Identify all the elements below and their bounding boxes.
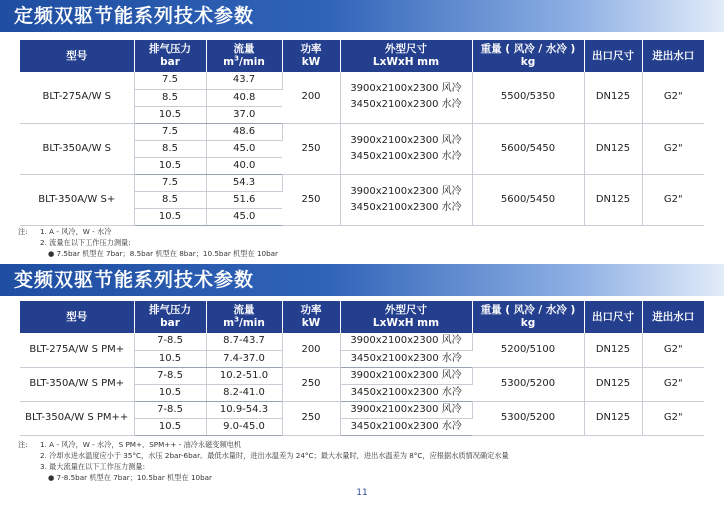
power-cell: 250: [282, 401, 340, 435]
outlet-cell: DN125: [584, 333, 642, 367]
page-number: 11: [356, 488, 368, 498]
header-outlet: 出口尺寸: [584, 40, 642, 72]
flow-cell: 8.2-41.0: [206, 384, 282, 401]
outlet-cell: DN125: [584, 401, 642, 435]
flow-cell: 37.0: [206, 106, 282, 123]
section-title-fixed-speed: 定频双驱节能系列技术参数: [0, 0, 724, 32]
header-water: 进出水口: [642, 40, 704, 72]
notes-fixed-speed: [18, 226, 708, 259]
power-cell: 250: [282, 123, 340, 174]
flow-cell: 51.6: [206, 191, 282, 208]
note-item: 2. 冷却水进水温度应小于 35°C，水压 2bar-6bar。最低水量时，进出水温差为 24°C；最大水量时，进出水温差为 8°C，应根据水质情况确定水量: [40, 451, 509, 460]
spec-table-fixed-speed: [20, 40, 704, 226]
note-item: 1. A - 风冷，W - 水冷: [40, 227, 112, 236]
dimensions-cell: 3900x2100x2300 风冷 3450x2100x2300 水冷: [340, 174, 472, 225]
pressure-cell: 10.5: [134, 350, 206, 367]
pressure-cell: 7.5: [134, 174, 206, 191]
model-cell: BLT-350A/W S+: [20, 174, 134, 225]
section-title-variable-speed: 变频双驱节能系列技术参数: [0, 264, 724, 296]
outlet-cell: DN125: [584, 123, 642, 174]
power-cell: 200: [282, 333, 340, 367]
note-subitem: ● 7-8.5bar 机型在 7bar；10.5bar 机型在 10bar: [48, 473, 213, 482]
flow-cell: 45.0: [206, 208, 282, 225]
table-row: [20, 367, 704, 384]
flow-cell: 7.4-37.0: [206, 350, 282, 367]
pressure-cell: 10.5: [134, 157, 206, 174]
pressure-cell: 10.5: [134, 418, 206, 435]
water-cell: G2": [642, 123, 704, 174]
header-dimensions: 外型尺寸 LxWxH mm: [340, 301, 472, 333]
pressure-cell: 7-8.5: [134, 367, 206, 384]
pressure-cell: 10.5: [134, 384, 206, 401]
table-header-row: [20, 301, 704, 333]
header-weight: 重量 ( 风冷 / 水冷 ) kg: [472, 40, 584, 72]
weight-cell: 5300/5200: [472, 367, 584, 401]
dimensions-cell: 3900x2100x2300 风冷 3450x2100x2300 水冷: [340, 123, 472, 174]
weight-cell: 5600/5450: [472, 174, 584, 225]
notes-label: 注:: [18, 440, 28, 449]
pressure-cell: 8.5: [134, 89, 206, 106]
weight-cell: 5200/5100: [472, 333, 584, 367]
flow-cell: 54.3: [206, 174, 282, 191]
pressure-cell: 10.5: [134, 106, 206, 123]
header-pressure: 排气压力 bar: [134, 301, 206, 333]
outlet-cell: DN125: [584, 174, 642, 225]
table-row: [20, 401, 704, 418]
weight-cell: 5300/5200: [472, 401, 584, 435]
model-cell: BLT-350A/W S PM++: [20, 401, 134, 435]
weight-cell: 5500/5350: [472, 72, 584, 123]
water-cell: G2": [642, 401, 704, 435]
header-outlet: 出口尺寸: [584, 301, 642, 333]
model-cell: BLT-350A/W S: [20, 123, 134, 174]
flow-cell: 45.0: [206, 140, 282, 157]
spec-table-variable-speed: [20, 301, 704, 436]
flow-cell: 48.6: [206, 123, 282, 140]
dimensions-water-cell: 3450x2100x2300 水冷: [340, 384, 472, 401]
water-cell: G2": [642, 72, 704, 123]
dimensions-air-cell: 3900x2100x2300 风冷: [340, 367, 472, 384]
header-model: 型号: [20, 40, 134, 72]
pressure-cell: 10.5: [134, 208, 206, 225]
table-header-row: [20, 40, 704, 72]
model-cell: BLT-350A/W S PM+: [20, 367, 134, 401]
dimensions-cell: 3900x2100x2300 风冷 3450x2100x2300 水冷: [340, 72, 472, 123]
notes-variable-speed: [18, 439, 708, 483]
flow-cell: 40.0: [206, 157, 282, 174]
model-cell: BLT-275A/W S PM+: [20, 333, 134, 367]
model-cell: BLT-275A/W S: [20, 72, 134, 123]
pressure-cell: 7-8.5: [134, 401, 206, 418]
header-flow: 流量 $m^3/\min$: [206, 40, 282, 72]
outlet-cell: DN125: [584, 72, 642, 123]
table-row: [20, 174, 704, 191]
outlet-cell: DN125: [584, 367, 642, 401]
header-flow: 流量 $m^3/\min$: [206, 301, 282, 333]
power-cell: 200: [282, 72, 340, 123]
water-cell: G2": [642, 174, 704, 225]
flow-cell: 9.0-45.0: [206, 418, 282, 435]
note-subitem: ● 7.5bar 机型在 7bar；8.5bar 机型在 8bar；10.5bar 机型在 10bar: [48, 249, 279, 258]
pressure-cell: 7.5: [134, 72, 206, 89]
header-model: 型号: [20, 301, 134, 333]
pressure-cell: 7-8.5: [134, 333, 206, 350]
pressure-cell: 8.5: [134, 140, 206, 157]
water-cell: G2": [642, 367, 704, 401]
flow-cell: 10.2-51.0: [206, 367, 282, 384]
notes-label: 注:: [18, 227, 28, 236]
water-cell: G2": [642, 333, 704, 367]
pressure-cell: 8.5: [134, 191, 206, 208]
table-row: [20, 333, 704, 350]
dimensions-water-cell: 3450x2100x2300 水冷: [340, 418, 472, 435]
header-weight: 重量 ( 风冷 / 水冷 ) kg: [472, 301, 584, 333]
header-dimensions: 外型尺寸 LxWxH mm: [340, 40, 472, 72]
table-row: [20, 72, 704, 89]
dimensions-water-cell: 3450x2100x2300 水冷: [340, 350, 472, 367]
flow-cell: 8.7-43.7: [206, 333, 282, 350]
table-row: [20, 123, 704, 140]
header-power: 功率 kW: [282, 301, 340, 333]
header-power: 功率 kW: [282, 40, 340, 72]
header-pressure: 排气压力 bar: [134, 40, 206, 72]
power-cell: 250: [282, 367, 340, 401]
weight-cell: 5600/5450: [472, 123, 584, 174]
pressure-cell: 7.5: [134, 123, 206, 140]
dimensions-air-cell: 3900x2100x2300 风冷: [340, 333, 472, 350]
note-item: 1. A - 风冷，W - 水冷，S PM+、SPM++ - 油冷永磁变频电机: [40, 440, 242, 449]
flow-cell: 10.9-54.3: [206, 401, 282, 418]
flow-cell: 43.7: [206, 72, 282, 89]
header-water: 进出水口: [642, 301, 704, 333]
note-item: 3. 最大流量在以下工作压力测量:: [40, 462, 146, 471]
dimensions-air-cell: 3900x2100x2300 风冷: [340, 401, 472, 418]
note-item: 2. 流量在以下工作压力测量:: [40, 238, 131, 247]
flow-cell: 40.8: [206, 89, 282, 106]
power-cell: 250: [282, 174, 340, 225]
